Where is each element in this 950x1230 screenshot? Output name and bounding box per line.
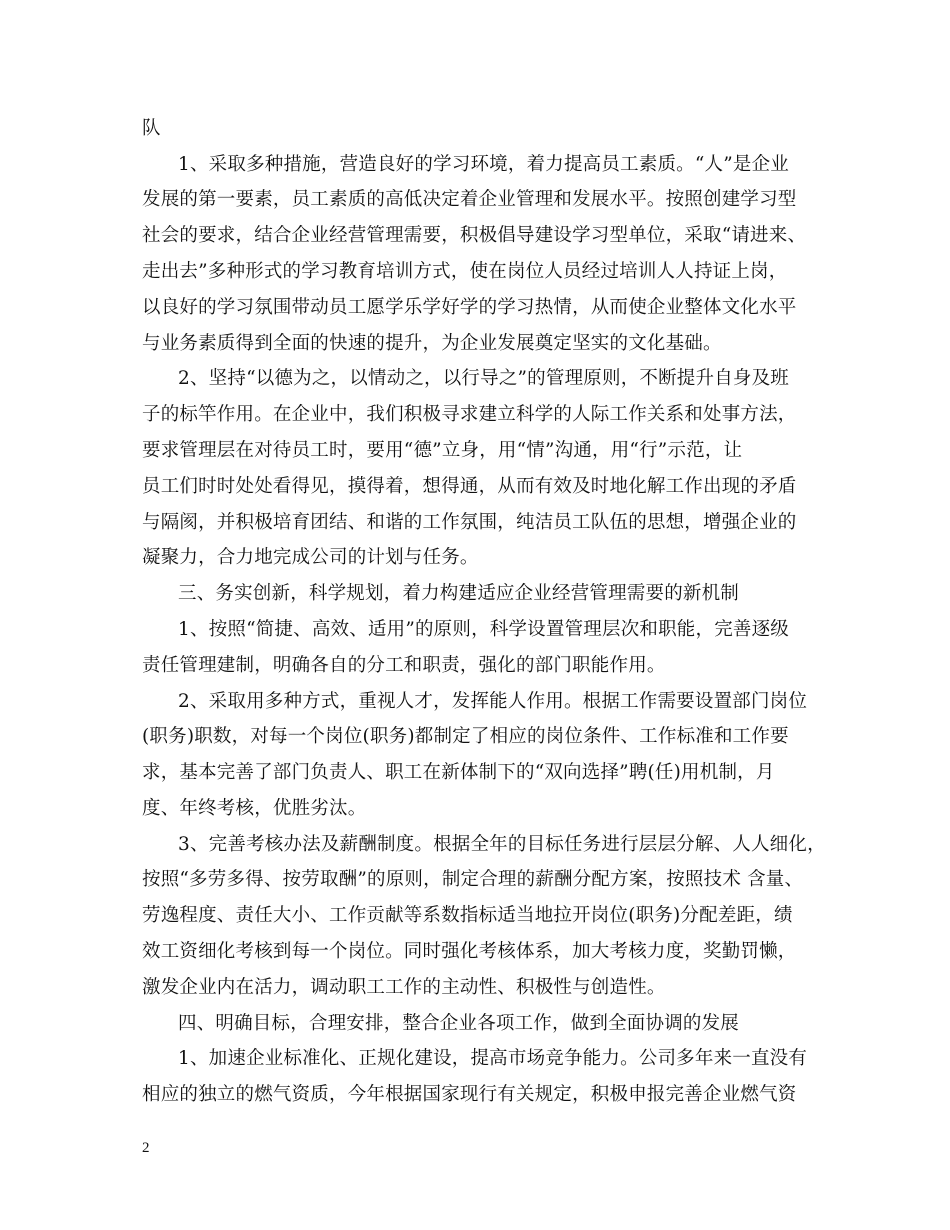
text-line: 相应的独立的燃气资质，今年根据国家现行有关规定，积极申报完善企业燃气资 [142, 1084, 797, 1105]
text-line: 劳逸程度、责任大小、工作贡献等系数指标适当地拉开岗位(职务)分配差距，绩 [142, 905, 793, 926]
text-line: 队 [142, 118, 161, 139]
text-line: 子的标竿作用。在企业中，我们积极寻求建立科学的人际工作关系和处事方法， [142, 404, 797, 425]
text-line: (职务)职数，对每一个岗位(职务)都制定了相应的岗位条件、工作标准和工作要 [142, 726, 789, 747]
section-heading: 四、明确目标，合理安排，整合企业各项工作，做到全面协调的发展 [178, 1013, 740, 1034]
text-line: 以良好的学习氛围带动员工愿学乐学好学的学习热情，从而使企业整体文化水平 [142, 297, 797, 318]
text-line: 要求管理层在对待员工时，要用“德”立身，用“情”沟通，用“行”示范，让 [142, 440, 743, 461]
text-line: 按照“多劳多得、按劳取酬”的原则，制定合理的薪酬分配方案，按照技术 含量、 [142, 869, 804, 890]
text-line: 走出去”多种形式的学习教育培训方式，使在岗位人员经过培训人人持证上岗， [142, 261, 788, 282]
text-line: 3、完善考核办法及薪酬制度。根据全年的目标任务进行层层分解、人人细化， [178, 834, 826, 855]
text-line: 社会的要求，结合企业经营管理需要，积极倡导建设学习型单位，采取“请进来、 [142, 225, 807, 246]
text-line: 与隔阂，并积极培育团结、和谐的工作氛围，纯洁员工队伍的思想，增强企业的 [142, 512, 797, 533]
text-line: 2、坚持“以德为之，以情动之，以行导之”的管理原则，不断提升自身及班 [178, 368, 789, 389]
page-number: 2 [142, 1140, 150, 1156]
text-line: 员工们时时处处看得见，摸得着，想得通，从而有效及时地化解工作出现的矛盾 [142, 476, 797, 497]
text-line: 度、年终考核，优胜劣汰。 [142, 798, 367, 819]
text-line: 求，基本完善了部门负责人、职工在新体制下的“双向选择”聘(任)用机制，月 [142, 762, 775, 783]
text-line: 凝聚力，合力地完成公司的计划与任务。 [142, 547, 479, 568]
text-line: 发展的第一要素，员工素质的高低决定着企业管理和发展水平。按照创建学习型 [142, 189, 797, 210]
text-line: 责任管理建制，明确各自的分工和职责，强化的部门职能作用。 [142, 655, 666, 676]
section-heading: 三、务实创新，科学规划，着力构建适应企业经营管理需要的新机制 [178, 583, 740, 604]
text-line: 与业务素质得到全面的快速的提升，为企业发展奠定坚实的文化基础。 [142, 333, 722, 354]
text-line: 激发企业内在活力，调动职工工作的主动性、积极性与创造性。 [142, 977, 666, 998]
text-line: 效工资细化考核到每一个岗位。同时强化考核体系，加大考核力度，奖勤罚懒， [142, 941, 797, 962]
text-line: 1、加速企业标准化、正规化建设，提高市场竞争能力。公司多年来一直没有 [178, 1048, 808, 1069]
text-line: 1、采取多种措施，营造良好的学习环境，着力提高员工素质。“人”是企业 [178, 154, 789, 175]
text-line: 1、按照“简捷、高效、适用”的原则，科学设置管理层次和职能，完善逐级 [178, 619, 789, 640]
text-line: 2、采取用多种方式，重视人才，发挥能人作用。根据工作需要设置部门岗位 [178, 691, 808, 712]
